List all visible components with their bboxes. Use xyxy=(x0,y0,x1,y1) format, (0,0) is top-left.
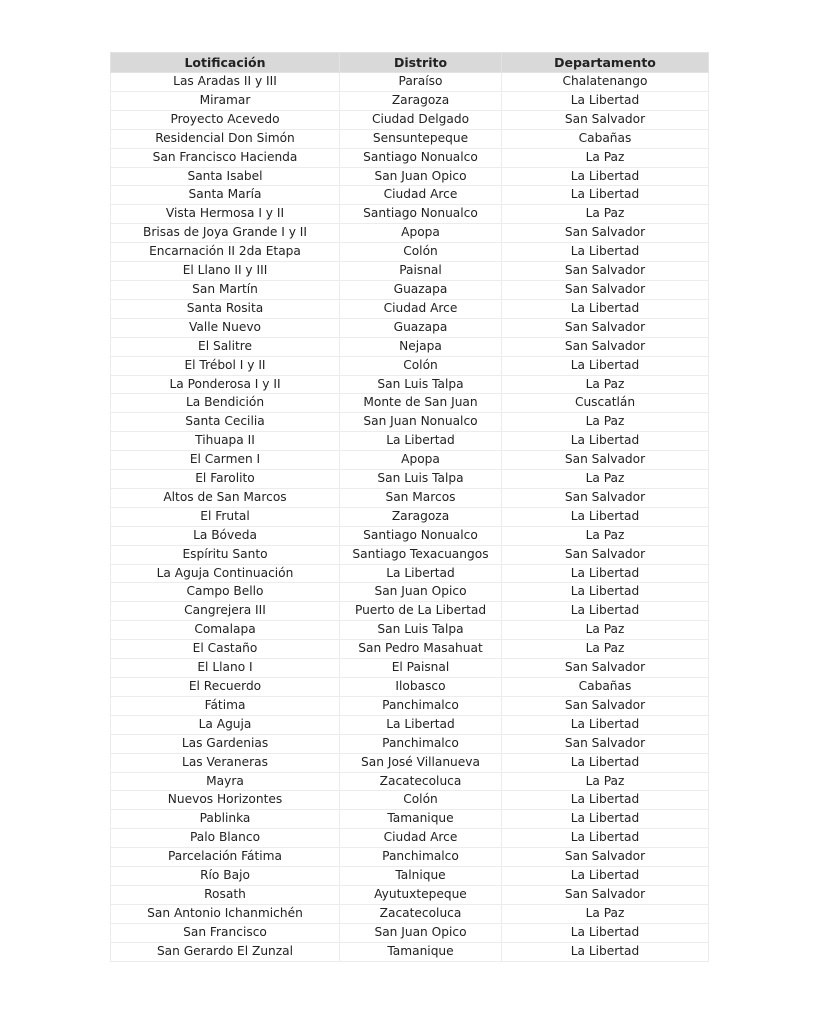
table-row xyxy=(111,526,709,545)
cell-distrito: Monte de San Juan xyxy=(340,394,502,413)
cell-lotificacion: Las Veraneras xyxy=(111,753,340,772)
table-row xyxy=(111,262,709,281)
cell-lotificacion: Nuevos Horizontes xyxy=(111,791,340,810)
cell-lotificacion: El Llano II y III xyxy=(111,262,340,281)
cell-departamento: La Paz xyxy=(502,413,709,432)
cell-distrito: Talnique xyxy=(340,867,502,886)
cell-lotificacion: Proyecto Acevedo xyxy=(111,110,340,129)
cell-lotificacion: Brisas de Joya Grande I y II xyxy=(111,224,340,243)
table-row xyxy=(111,791,709,810)
cell-departamento: San Salvador xyxy=(502,337,709,356)
table-row xyxy=(111,243,709,262)
table-row xyxy=(111,167,709,186)
cell-distrito: La Libertad xyxy=(340,432,502,451)
cell-distrito: Santiago Nonualco xyxy=(340,205,502,224)
cell-distrito: Santiago Texacuangos xyxy=(340,545,502,564)
cell-lotificacion: San Francisco Hacienda xyxy=(111,148,340,167)
cell-lotificacion: Vista Hermosa I y II xyxy=(111,205,340,224)
cell-distrito: El Paisnal xyxy=(340,659,502,678)
header-lotificacion: Lotificación xyxy=(111,53,340,73)
table-row xyxy=(111,280,709,299)
cell-lotificacion: Cangrejera III xyxy=(111,602,340,621)
cell-departamento: San Salvador xyxy=(502,696,709,715)
cell-distrito: Paisnal xyxy=(340,262,502,281)
table-row xyxy=(111,205,709,224)
cell-lotificacion: Parcelación Fátima xyxy=(111,848,340,867)
cell-departamento: San Salvador xyxy=(502,848,709,867)
cell-lotificacion: Las Gardenias xyxy=(111,734,340,753)
table-row xyxy=(111,848,709,867)
cell-distrito: San Juan Nonualco xyxy=(340,413,502,432)
table-row xyxy=(111,659,709,678)
cell-lotificacion: Encarnación II 2da Etapa xyxy=(111,243,340,262)
cell-lotificacion: Miramar xyxy=(111,91,340,110)
table-row xyxy=(111,375,709,394)
cell-lotificacion: El Carmen I xyxy=(111,451,340,470)
table-row xyxy=(111,129,709,148)
cell-lotificacion: Comalapa xyxy=(111,621,340,640)
cell-distrito: Santiago Nonualco xyxy=(340,526,502,545)
cell-lotificacion: Las Aradas II y III xyxy=(111,73,340,92)
cell-departamento: La Libertad xyxy=(502,186,709,205)
cell-distrito: Apopa xyxy=(340,451,502,470)
cell-departamento: La Libertad xyxy=(502,91,709,110)
cell-departamento: Cabañas xyxy=(502,129,709,148)
table-row xyxy=(111,73,709,92)
cell-departamento: La Libertad xyxy=(502,867,709,886)
table-row xyxy=(111,451,709,470)
cell-departamento: La Libertad xyxy=(502,507,709,526)
table-row xyxy=(111,942,709,961)
cell-departamento: La Libertad xyxy=(502,583,709,602)
table-row xyxy=(111,318,709,337)
table-row xyxy=(111,470,709,489)
cell-departamento: La Paz xyxy=(502,640,709,659)
table-row xyxy=(111,91,709,110)
header-departamento: Departamento xyxy=(502,53,709,73)
cell-distrito: San José Villanueva xyxy=(340,753,502,772)
cell-distrito: San Juan Opico xyxy=(340,167,502,186)
cell-distrito: Panchimalco xyxy=(340,696,502,715)
cell-lotificacion: San Gerardo El Zunzal xyxy=(111,942,340,961)
cell-departamento: San Salvador xyxy=(502,110,709,129)
cell-distrito: Colón xyxy=(340,791,502,810)
cell-distrito: Ciudad Arce xyxy=(340,186,502,205)
cell-distrito: San Luis Talpa xyxy=(340,375,502,394)
cell-lotificacion: Espíritu Santo xyxy=(111,545,340,564)
cell-lotificacion: Altos de San Marcos xyxy=(111,488,340,507)
cell-lotificacion: Rosath xyxy=(111,885,340,904)
cell-distrito: San Juan Opico xyxy=(340,923,502,942)
cell-distrito: Tamanique xyxy=(340,810,502,829)
cell-lotificacion: Residencial Don Simón xyxy=(111,129,340,148)
cell-distrito: San Juan Opico xyxy=(340,583,502,602)
cell-departamento: La Libertad xyxy=(502,923,709,942)
cell-departamento: La Libertad xyxy=(502,432,709,451)
table-row xyxy=(111,753,709,772)
lotificaciones-table-container xyxy=(110,52,708,962)
cell-lotificacion: El Salitre xyxy=(111,337,340,356)
cell-lotificacion: El Castaño xyxy=(111,640,340,659)
table-row xyxy=(111,904,709,923)
cell-distrito: Panchimalco xyxy=(340,848,502,867)
cell-departamento: Cabañas xyxy=(502,678,709,697)
cell-departamento: La Libertad xyxy=(502,829,709,848)
cell-distrito: Ayutuxtepeque xyxy=(340,885,502,904)
cell-distrito: Zacatecoluca xyxy=(340,772,502,791)
cell-departamento: San Salvador xyxy=(502,545,709,564)
cell-lotificacion: El Recuerdo xyxy=(111,678,340,697)
cell-distrito: Apopa xyxy=(340,224,502,243)
cell-lotificacion: San Martín xyxy=(111,280,340,299)
cell-lotificacion: Santa Rosita xyxy=(111,299,340,318)
cell-departamento: Chalatenango xyxy=(502,73,709,92)
cell-departamento: San Salvador xyxy=(502,451,709,470)
cell-distrito: Puerto de La Libertad xyxy=(340,602,502,621)
cell-lotificacion: Santa Cecilia xyxy=(111,413,340,432)
cell-lotificacion: Río Bajo xyxy=(111,867,340,886)
cell-distrito: Colón xyxy=(340,243,502,262)
cell-lotificacion: El Trébol I y II xyxy=(111,356,340,375)
cell-departamento: La Paz xyxy=(502,470,709,489)
table-row xyxy=(111,110,709,129)
table-row xyxy=(111,186,709,205)
table-body xyxy=(111,73,709,962)
cell-departamento: La Paz xyxy=(502,772,709,791)
table-row xyxy=(111,867,709,886)
cell-departamento: San Salvador xyxy=(502,280,709,299)
table-header xyxy=(111,53,709,73)
cell-distrito: Zaragoza xyxy=(340,91,502,110)
cell-lotificacion: Santa Isabel xyxy=(111,167,340,186)
table-row xyxy=(111,337,709,356)
table-row xyxy=(111,678,709,697)
cell-departamento: San Salvador xyxy=(502,659,709,678)
cell-distrito: Zaragoza xyxy=(340,507,502,526)
cell-lotificacion: El Farolito xyxy=(111,470,340,489)
cell-departamento: La Paz xyxy=(502,621,709,640)
table-row xyxy=(111,829,709,848)
cell-distrito: La Libertad xyxy=(340,715,502,734)
cell-departamento: San Salvador xyxy=(502,224,709,243)
cell-departamento: La Libertad xyxy=(502,167,709,186)
table-row xyxy=(111,299,709,318)
cell-lotificacion: San Francisco xyxy=(111,923,340,942)
table-row xyxy=(111,545,709,564)
cell-lotificacion: Fátima xyxy=(111,696,340,715)
cell-departamento: La Libertad xyxy=(502,810,709,829)
table-row xyxy=(111,488,709,507)
cell-departamento: San Salvador xyxy=(502,318,709,337)
cell-departamento: La Paz xyxy=(502,205,709,224)
cell-distrito: Guazapa xyxy=(340,280,502,299)
table-row xyxy=(111,621,709,640)
cell-distrito: La Libertad xyxy=(340,564,502,583)
table-row xyxy=(111,772,709,791)
cell-departamento: La Paz xyxy=(502,526,709,545)
table-row xyxy=(111,810,709,829)
cell-departamento: San Salvador xyxy=(502,734,709,753)
table-row xyxy=(111,715,709,734)
cell-departamento: La Paz xyxy=(502,148,709,167)
cell-lotificacion: Campo Bello xyxy=(111,583,340,602)
cell-departamento: La Libertad xyxy=(502,299,709,318)
table-row xyxy=(111,413,709,432)
cell-distrito: Panchimalco xyxy=(340,734,502,753)
cell-distrito: Colón xyxy=(340,356,502,375)
table-row xyxy=(111,148,709,167)
table-row xyxy=(111,734,709,753)
cell-lotificacion: Palo Blanco xyxy=(111,829,340,848)
table-row xyxy=(111,394,709,413)
cell-distrito: Ilobasco xyxy=(340,678,502,697)
header-distrito: Distrito xyxy=(340,53,502,73)
cell-departamento: La Libertad xyxy=(502,356,709,375)
header-row xyxy=(111,53,709,73)
table-row xyxy=(111,583,709,602)
table-row xyxy=(111,602,709,621)
table-row xyxy=(111,432,709,451)
cell-lotificacion: Valle Nuevo xyxy=(111,318,340,337)
cell-departamento: San Salvador xyxy=(502,885,709,904)
cell-lotificacion: La Aguja xyxy=(111,715,340,734)
cell-lotificacion: La Ponderosa I y II xyxy=(111,375,340,394)
cell-departamento: La Libertad xyxy=(502,942,709,961)
cell-departamento: La Paz xyxy=(502,904,709,923)
cell-distrito: Ciudad Arce xyxy=(340,829,502,848)
cell-lotificacion: La Bendición xyxy=(111,394,340,413)
cell-lotificacion: El Frutal xyxy=(111,507,340,526)
table-row xyxy=(111,507,709,526)
cell-distrito: Sensuntepeque xyxy=(340,129,502,148)
cell-lotificacion: Pablinka xyxy=(111,810,340,829)
lotificaciones-table xyxy=(110,52,709,962)
cell-departamento: La Libertad xyxy=(502,602,709,621)
cell-distrito: San Luis Talpa xyxy=(340,470,502,489)
cell-lotificacion: El Llano I xyxy=(111,659,340,678)
cell-lotificacion: La Bóveda xyxy=(111,526,340,545)
cell-departamento: La Libertad xyxy=(502,791,709,810)
table-row xyxy=(111,640,709,659)
cell-lotificacion: San Antonio Ichanmichén xyxy=(111,904,340,923)
cell-distrito: Paraíso xyxy=(340,73,502,92)
cell-departamento: La Libertad xyxy=(502,564,709,583)
cell-distrito: Ciudad Arce xyxy=(340,299,502,318)
cell-distrito: San Luis Talpa xyxy=(340,621,502,640)
cell-departamento: San Salvador xyxy=(502,262,709,281)
table-row xyxy=(111,885,709,904)
cell-lotificacion: Tihuapa II xyxy=(111,432,340,451)
cell-departamento: La Libertad xyxy=(502,243,709,262)
cell-lotificacion: La Aguja Continuación xyxy=(111,564,340,583)
cell-lotificacion: Mayra xyxy=(111,772,340,791)
table-row xyxy=(111,224,709,243)
cell-departamento: La Libertad xyxy=(502,715,709,734)
table-row xyxy=(111,696,709,715)
cell-distrito: Tamanique xyxy=(340,942,502,961)
cell-distrito: Nejapa xyxy=(340,337,502,356)
cell-distrito: San Pedro Masahuat xyxy=(340,640,502,659)
cell-departamento: La Paz xyxy=(502,375,709,394)
cell-distrito: Zacatecoluca xyxy=(340,904,502,923)
table-row xyxy=(111,923,709,942)
cell-distrito: Ciudad Delgado xyxy=(340,110,502,129)
cell-departamento: Cuscatlán xyxy=(502,394,709,413)
cell-lotificacion: Santa María xyxy=(111,186,340,205)
table-row xyxy=(111,564,709,583)
cell-distrito: Guazapa xyxy=(340,318,502,337)
cell-distrito: San Marcos xyxy=(340,488,502,507)
cell-departamento: La Libertad xyxy=(502,753,709,772)
cell-departamento: San Salvador xyxy=(502,488,709,507)
cell-distrito: Santiago Nonualco xyxy=(340,148,502,167)
table-row xyxy=(111,356,709,375)
